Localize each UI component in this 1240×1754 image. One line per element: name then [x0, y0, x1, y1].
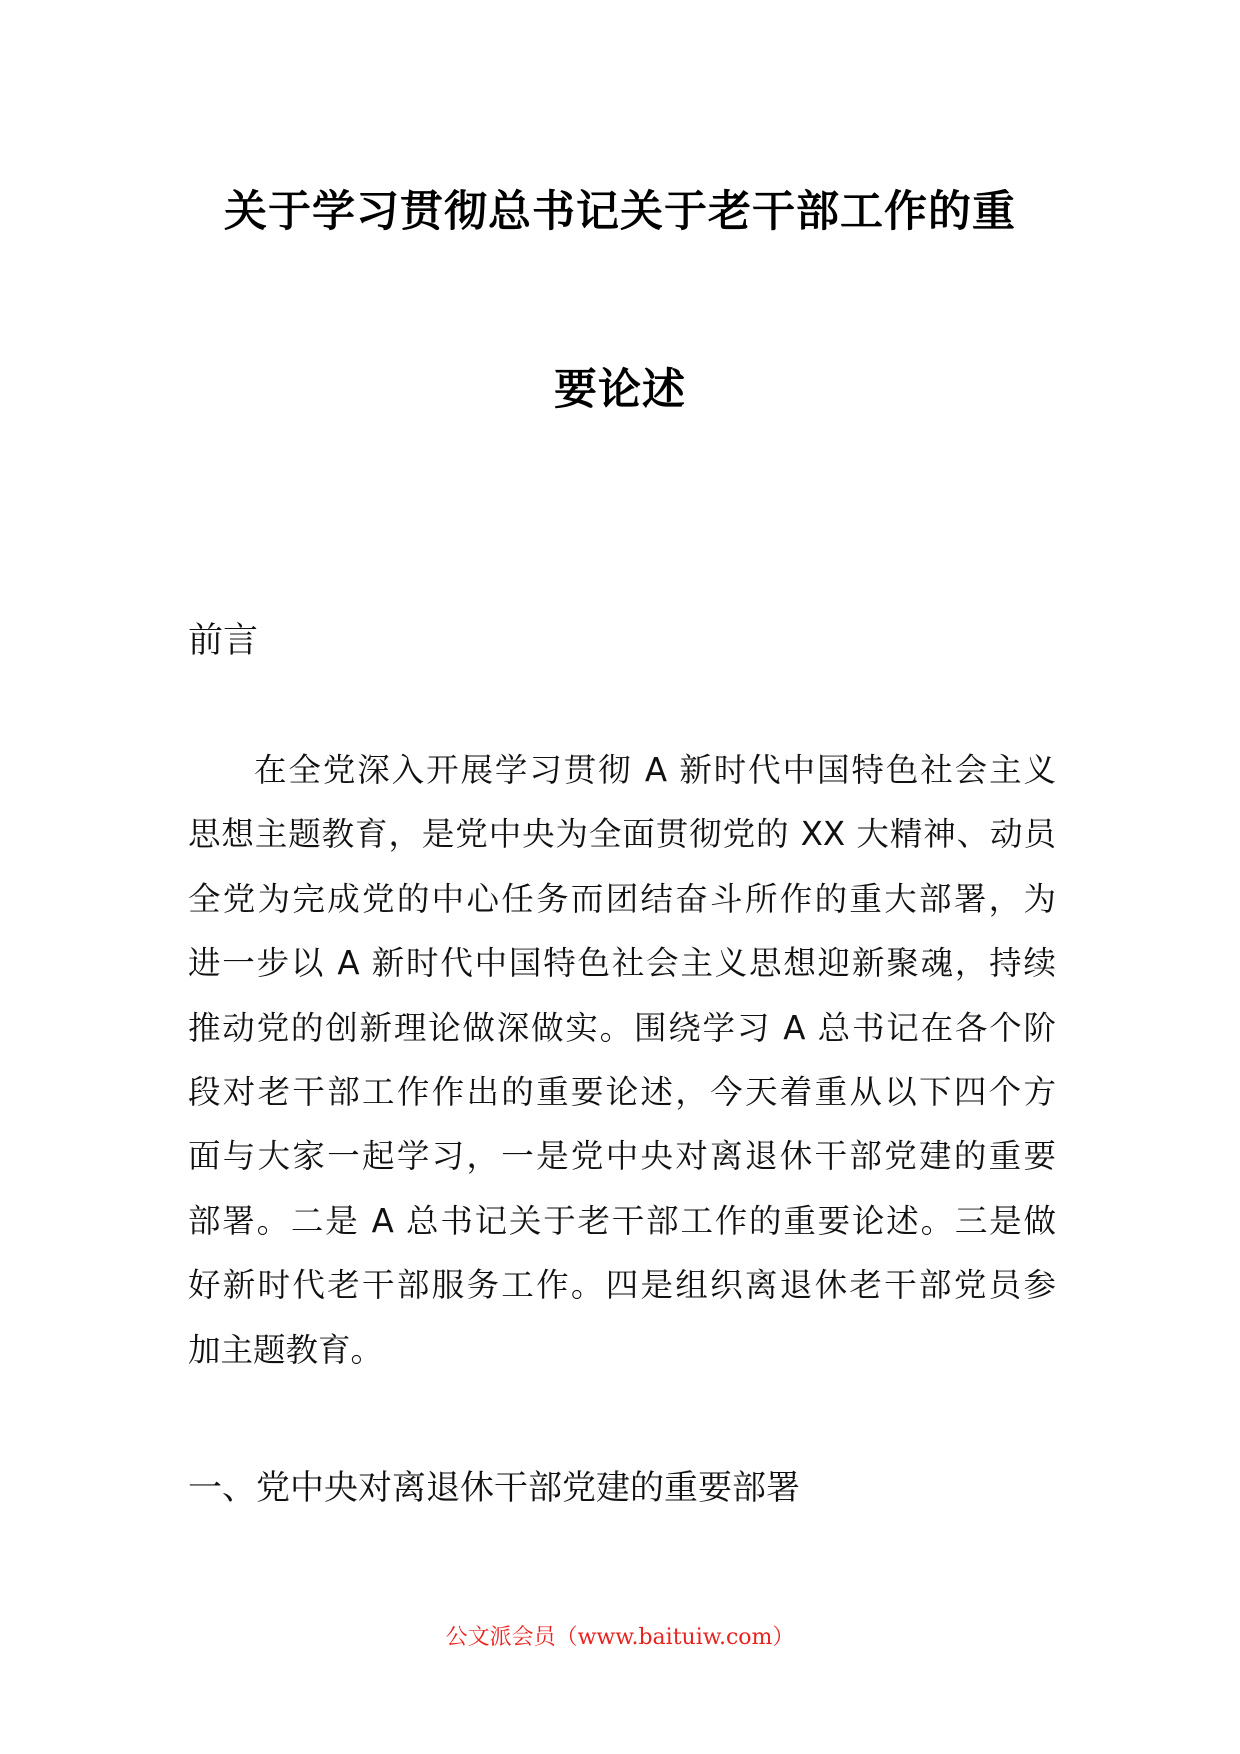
- paragraph-line: 思想主题教育，是党中央为全面贯彻党的 XX 大精神、动员: [188, 815, 1056, 854]
- paragraph-line: 面与大家一起学习，一是党中央对离退休干部党建的重要: [188, 1137, 1056, 1176]
- section-heading: 一、党中央对离退休干部党建的重要部署: [188, 1468, 800, 1508]
- paragraph-line: 好新时代老干部服务工作。四是组织离退休老干部党员参: [188, 1266, 1056, 1305]
- document-title-line-1: 关于学习贯彻总书记关于老干部工作的重: [224, 187, 1016, 237]
- footer-watermark: 公文派会员（www.baituiw.com）: [445, 1625, 795, 1650]
- paragraph-line: 在全党深入开展学习贯彻 A 新时代中国特色社会主义: [254, 751, 1056, 789]
- paragraph-line: 加主题教育。: [188, 1330, 384, 1369]
- body-paragraph: [188, 738, 1056, 1382]
- paragraph-line: 段对老干部工作作出的重要论述，今天着重从以下四个方: [188, 1073, 1056, 1112]
- preface-heading: 前言: [188, 621, 259, 661]
- paragraph-line: 全党为完成党的中心任务而团结奋斗所作的重大部署，为: [188, 879, 1056, 918]
- paragraph-line: 部署。二是 A 总书记关于老干部工作的重要论述。三是做: [188, 1201, 1056, 1240]
- paragraph-line: 推动党的创新理论做深做实。围绕学习 A 总书记在各个阶: [188, 1008, 1056, 1047]
- document-title-line-2: 要论述: [554, 365, 686, 415]
- paragraph-line: 进一步以 A 新时代中国特色社会主义思想迎新聚魂，持续: [188, 944, 1056, 983]
